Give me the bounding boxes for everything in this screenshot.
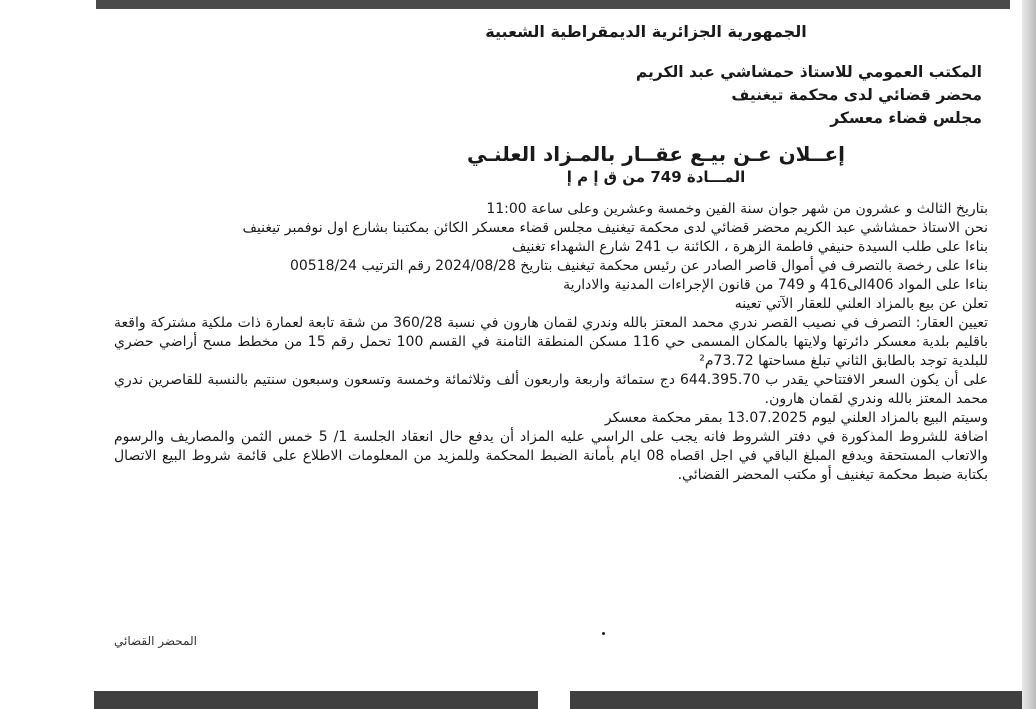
office-line: مجلس قضاء معسكر: [830, 109, 982, 127]
scan-border-bottom-right: [570, 691, 1022, 709]
paragraph: بناءا على طلب السيدة حنيفي فاطمة الزهرة ، الكائنة ب 241 شارع الشهداء تغنيف: [511, 239, 988, 255]
announcement-body: [114, 200, 988, 485]
paragraph: وسيتم البيع بالمزاد العلني ليوم 13.07.2025 بمقر محكمة معسكر: [604, 410, 988, 426]
office-block: [114, 61, 988, 130]
scan-border-bottom-left: [94, 691, 538, 709]
scan-speck: [602, 632, 605, 635]
article-reference: المـــادة 749 من ق إ م إ: [566, 168, 746, 186]
paragraph: تعيين العقار: التصرف في نصيب القصر ندري محمد المعتز بالله وندري لقمان هارون في نسبة 360/28 من شقة تابعة لعمارة ذات ملكية مشتركة واقعة باقليم بلدية معسكر دائرتها ولايتها بالمكان المسمى حي 116 مسكن المنطقة الثامنة في القسم 100 تحمل رقم 15 من مخطط مسح أراضي حضري للبلدية توجد بالطابق الثاني تبلغ مساحتها 73.72م²: [114, 315, 988, 369]
announcement-title: إعــلان عـن بيـع عقــار بالمـزاد العلنـي: [466, 142, 846, 166]
office-line: محضر قضائي لدى محكمة تيغنيف: [731, 86, 982, 104]
paragraph: نحن الاستاذ حمشاشي عبد الكريم محضر قضائي لدى محكمة تيغنيف مجلس قضاء معسكر الكائن بمكتبنا بشارع اول نوفمبر تيغنيف: [242, 220, 988, 236]
document-page: [114, 18, 988, 678]
paragraph: بناءا على رخصة بالتصرف في أموال قاصر الصادر عن رئيس محكمة تيغنيف بتاريخ 2024/08/28 رقم الترتيب 00518/24: [289, 258, 988, 274]
republic-heading: الجمهورية الجزائرية الديمقراطية الشعبية: [485, 22, 807, 41]
paragraph: على أن يكون السعر الافتتاحي يقدر ب 644.395.70 دج ستمائة واربعة واربعون ألف وثلاثمائة وخمسة وتسعون وسبعون سنتيم بالنسبة للقاصرين ندري محمد المعتز بالله وندري لقمان هارون.: [114, 372, 988, 407]
scan-border-top: [96, 0, 1010, 9]
office-line: المكتب العمومي للاستاذ حمشاشي عبد الكريم: [635, 63, 982, 81]
paragraph: بتاريخ الثالث و عشرون من شهر جوان سنة الفين وخمسة وعشرين وعلى ساعة 11:00: [486, 201, 988, 217]
paragraph: تعلن عن بيع بالمزاد العلني للعقار الآتي تعينه: [734, 296, 988, 312]
paragraph: اضافة للشروط المذكورة في دفتر الشروط فانه يجب على الراسي عليه المزاد أن يدفع حال انعقاد الجلسة 1/ 5 خمس الثمن والمصاريف والرسوم والاتعاب المستحقة ويدفع المبلغ الباقي في اجل اقصاه 08 ايام بأمانة الضبط المحكمة وللمزيد من المعلومات الاطلاع على قائمة شروط البيع الاتصال بكتابة ضبط محكمة تيغنيف أو مكتب المحضر القضائي.: [114, 429, 988, 483]
signature-label: المحضر القضائي: [114, 634, 197, 648]
paragraph: بناءا على المواد 406الى416 و 749 من قانون الإجراءات المدنية والادارية: [563, 277, 988, 293]
scan-border-right: [1022, 0, 1036, 709]
